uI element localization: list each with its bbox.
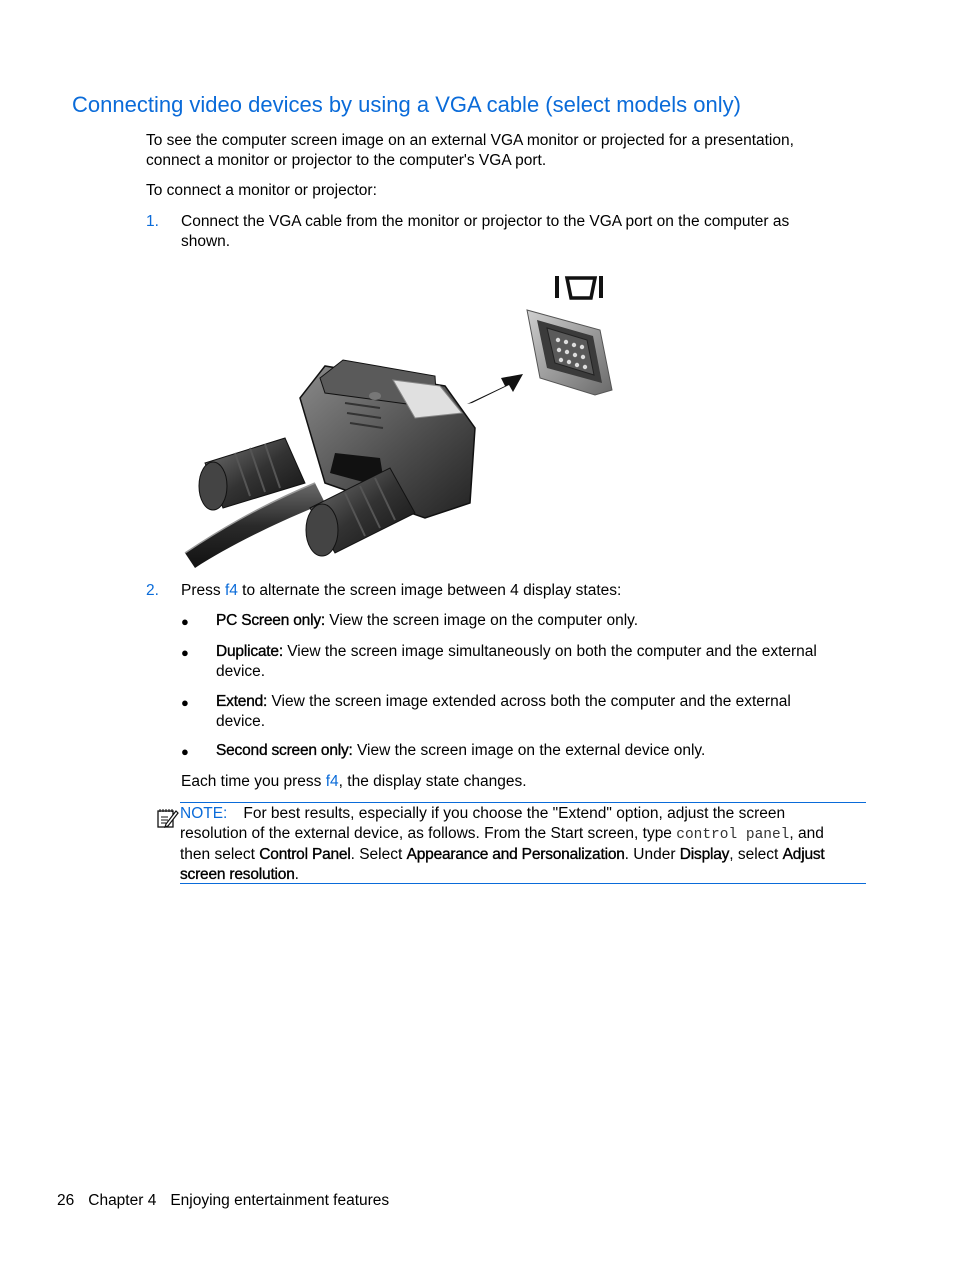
f4-key-link[interactable]: f4 — [224, 582, 238, 599]
step-2-number: 2. — [146, 582, 159, 599]
bullet-3-dot: ● — [181, 695, 189, 710]
intro-line-2: connect a monitor or projector to the computer's VGA port. — [146, 151, 547, 169]
step-2-text — [181, 581, 621, 601]
footer-title: Enjoying entertainment features — [170, 1192, 390, 1209]
step-2-post: to alternate the screen image between 4 display states: — [237, 582, 622, 599]
bullet-duplicate — [216, 642, 856, 681]
f4-key-link-2[interactable]: f4 — [325, 773, 339, 790]
bullet-3-term: Extend: — [216, 693, 268, 710]
bullet-3-text-2: device. — [216, 712, 266, 730]
note-line-2b: , and — [789, 824, 824, 842]
step-1-line-1: Connect the VGA cable from the monitor or projector to the VGA port on the computer as — [181, 213, 790, 230]
note-box — [180, 802, 866, 884]
step-1-text — [181, 212, 851, 251]
note-icon — [156, 805, 180, 835]
notepad-pencil-icon — [156, 805, 180, 829]
page-number: 26 — [57, 1192, 75, 1209]
bullet-2-dot: ● — [181, 645, 189, 660]
step-2-pre: Press — [181, 582, 225, 599]
note-display: Display — [679, 846, 730, 863]
note-text — [180, 804, 866, 884]
step-1-line-2: shown. — [181, 232, 231, 250]
each-time-post: , the display state changes. — [338, 773, 527, 790]
intro-line-1: To see the computer screen image on an external VGA monitor or projected for a presentation, — [146, 132, 794, 149]
bullet-second-screen-only — [216, 741, 856, 761]
note-screen-resolution: screen resolution — [180, 865, 295, 883]
bullet-4-term: Second screen only: — [216, 742, 353, 759]
intro-paragraph — [146, 131, 846, 170]
note-line-3d: , select — [729, 846, 783, 863]
note-label: NOTE: — [180, 805, 228, 822]
step-1-number: 1. — [146, 213, 159, 230]
note-line-3c: . Under — [624, 846, 680, 863]
bullet-1-text: View the screen image on the computer only. — [325, 612, 639, 629]
bullet-4-dot: ● — [181, 744, 189, 759]
bullet-2-text: View the screen image simultaneously on both the computer and the external — [282, 643, 817, 660]
bullet-extend — [216, 692, 856, 731]
bullet-4-text: View the screen image on the external device only. — [352, 742, 706, 759]
bullet-1-term: PC Screen only: — [216, 612, 325, 629]
vga-port-icon — [555, 276, 603, 298]
each-time-text — [181, 772, 527, 792]
note-appearance: Appearance and Personalization — [406, 846, 625, 863]
page-footer — [57, 1191, 389, 1211]
insert-arrow — [467, 374, 523, 404]
note-line-1: For best results, especially if you choose the "Extend" option, adjust the screen — [243, 805, 786, 822]
note-control-panel: Control Panel — [259, 846, 351, 863]
bullet-2-term: Duplicate: — [216, 643, 283, 660]
vga-connection-illustration — [175, 268, 625, 568]
each-time-pre: Each time you press — [181, 773, 326, 790]
footer-chapter: Chapter 4 — [88, 1192, 157, 1209]
vga-cable-drawing — [175, 268, 625, 568]
note-code: control panel — [676, 826, 790, 843]
bullet-1-dot: ● — [181, 614, 189, 629]
to-connect-text: To connect a monitor or projector: — [146, 182, 377, 199]
note-line-2a: resolution of the external device, as follows. From the Start screen, type — [180, 824, 677, 842]
page-title: Connecting video devices by using a VGA cable (select models only) — [72, 92, 741, 117]
bullet-3-text: View the screen image extended across both the computer and the external — [267, 693, 791, 710]
note-adjust: Adjust — [782, 846, 825, 863]
bullet-pc-screen-only — [216, 611, 856, 631]
bullet-2-text-2: device. — [216, 662, 266, 680]
vga-port — [527, 310, 612, 395]
note-line-3b: . Select — [350, 846, 407, 863]
note-line-4: . — [294, 865, 299, 883]
note-line-3a: then select — [180, 846, 260, 863]
